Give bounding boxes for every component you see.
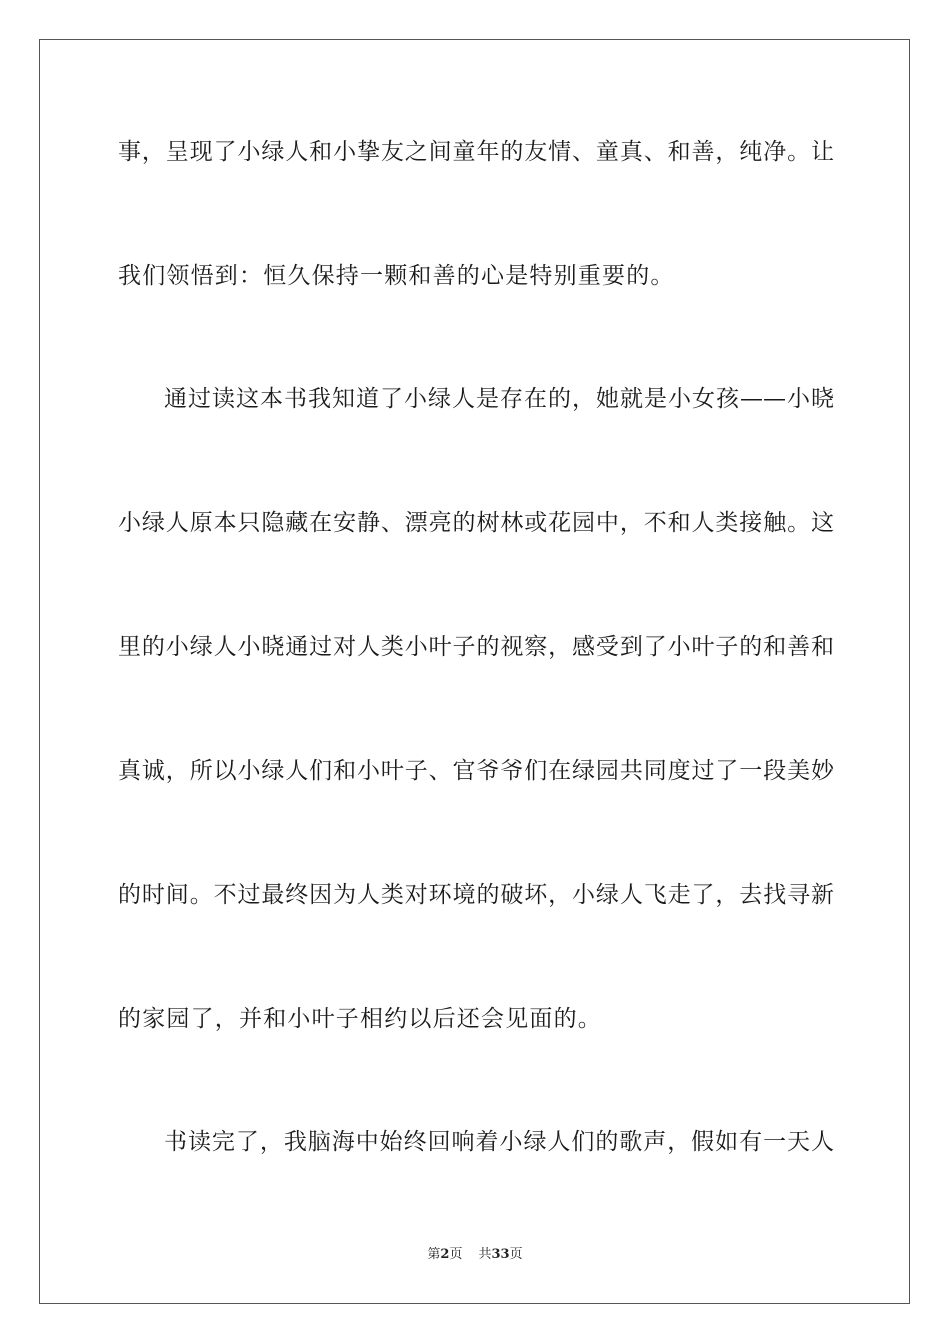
total-label-prefix: 共 (478, 1247, 492, 1262)
body-line-8: 的家园了，并和小叶子相约以后还会见面的。 (118, 1006, 602, 1032)
page-border (39, 39, 910, 1304)
body-line-7: 的时间。不过最终因为人类对环境的破坏，小绿人飞走了，去找寻新 (118, 882, 834, 908)
page-footer (0, 1246, 950, 1264)
body-line-3: 通过读这本书我知道了小绿人是存在的，她就是小女孩——小晓 (164, 386, 834, 412)
page-number: 2 (440, 1247, 450, 1262)
body-line-4: 小绿人原本只隐藏在安静、漂亮的树林或花园中，不和人类接触。这 (118, 510, 834, 536)
body-line-9: 书读完了，我脑海中始终回响着小绿人们的歌声，假如有一天人 (164, 1129, 834, 1155)
body-line-6: 真诚，所以小绿人们和小叶子、官爷爷们在绿园共同度过了一段美妙 (118, 758, 834, 784)
total-label-suffix: 页 (509, 1247, 523, 1262)
body-line-1: 事，呈现了小绿人和小挚友之间童年的友情、童真、和善，纯净。让 (118, 139, 834, 165)
page-label-prefix: 第 (427, 1247, 441, 1262)
body-line-2: 我们领悟到：恒久保持一颗和善的心是特别重要的。 (118, 263, 675, 289)
page-label-suffix: 页 (449, 1247, 463, 1262)
body-line-5: 里的小绿人小晓通过对人类小叶子的视察，感受到了小叶子的和善和 (118, 634, 834, 660)
total-pages: 33 (491, 1247, 510, 1262)
